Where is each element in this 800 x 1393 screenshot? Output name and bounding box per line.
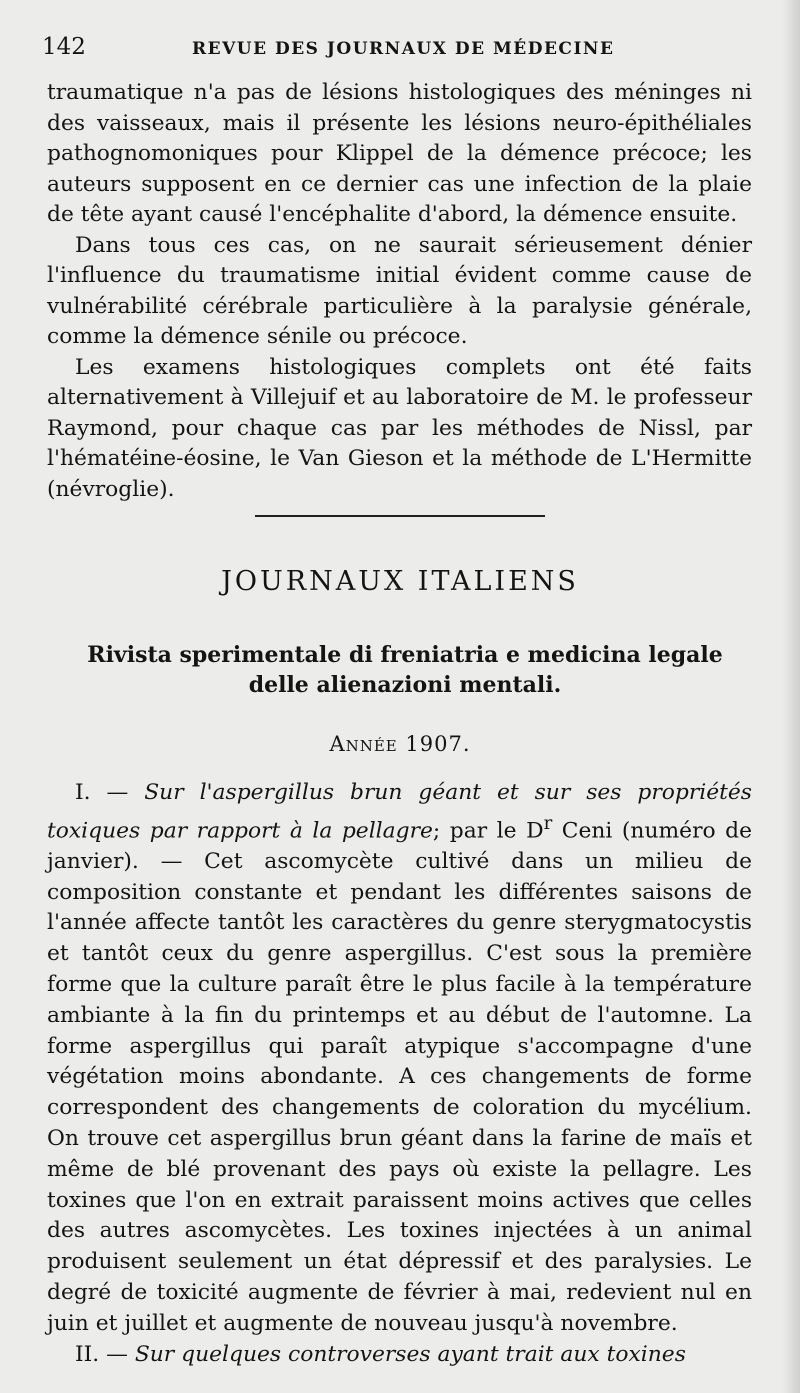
journal-title: Rivista sperimentale di freniatria e medicina legale delle alienazioni mentali.	[87, 642, 723, 698]
article-1-number: I. —	[75, 780, 129, 805]
article-1-author-sup: r	[543, 812, 553, 834]
article-1-body: Cet ascomycète cultivé dans un milieu de composition constante et pendant les différentes saisons de l'année affecte tantôt les caractères du genre sterygmatocystis et tantôt ceux du genre aspergillus. C'est sous la première forme que la culture paraît être le plus facile à la température ambiante à la fin du printemps et au début de l'automne. La forme aspergillus qui paraît atypique s'accompagne d'une végétation moins abondante. A ces changements de forme correspondent des changements de coloration du mycélium. On trouve cet aspergillus brun géant dans la farine de maïs et même de blé provenant des pays où existe la pellagre. Les toxines que l'on en extrait paraissent moins actives que celles des autres ascomycètes. Les toxines injectées à un animal produisent seulement un état dépressif et des paralysies. Le degré de toxicité augmente de février à mai, redevient nul en juin et juillet et augmente de nouveau jusqu'à novembre.	[47, 848, 752, 1336]
running-head: REVUE DES JOURNAUX DE MÉDECINE	[192, 39, 615, 59]
year-heading: Année 1907.	[329, 732, 471, 756]
article-1	[47, 778, 752, 1340]
page-number: 142	[42, 34, 86, 60]
continued-paragraph: traumatique n'a pas de lésions histologiques des méninges ni des vaisseaux, mais il présente les lésions neuro-épithéliales pathognomoniques pour Klippel de la démence précoce; les auteurs supposent en ce dernier cas une infection de la plaie de tête ayant causé l'encéphalite d'abord, la démence ensuite.	[47, 80, 752, 227]
paragraph-influence: Dans tous ces cas, on ne saurait sérieusement dénier l'influence du traumatisme initial évident comme cause de vulnérabilité cérébrale particulière à la paralysie générale, comme la démence sénile ou précoce.	[47, 232, 752, 349]
articles	[47, 778, 752, 1370]
body-text	[47, 78, 752, 505]
page-header	[42, 34, 762, 66]
article-1-author: Ceni (numéro de janvier). —	[47, 818, 752, 874]
article-1-title: Sur l'aspergillus brun géant et sur ses propriétés toxiques par rapport à la pellagre	[47, 780, 752, 844]
section-divider	[255, 515, 545, 517]
article-2-number: II. —	[75, 1341, 128, 1367]
article-1-author-lead: ; par le D	[432, 818, 544, 844]
article-2-title: Sur quelques controverses ayant trait aux toxines	[134, 1341, 686, 1367]
page-edge-shadow	[782, 0, 800, 1393]
article-2	[47, 1340, 752, 1371]
paragraph-examens: Les examens histologiques complets ont été faits alternativement à Villejuif et au laboratoire de M. le professeur Raymond, pour chaque cas par les méthodes de Nissl, par l'hématéine-éosine, le Van Gieson et la méthode de L'Hermitte (névroglie).	[47, 354, 752, 502]
section-heading: JOURNAUX ITALIENS	[221, 566, 579, 597]
